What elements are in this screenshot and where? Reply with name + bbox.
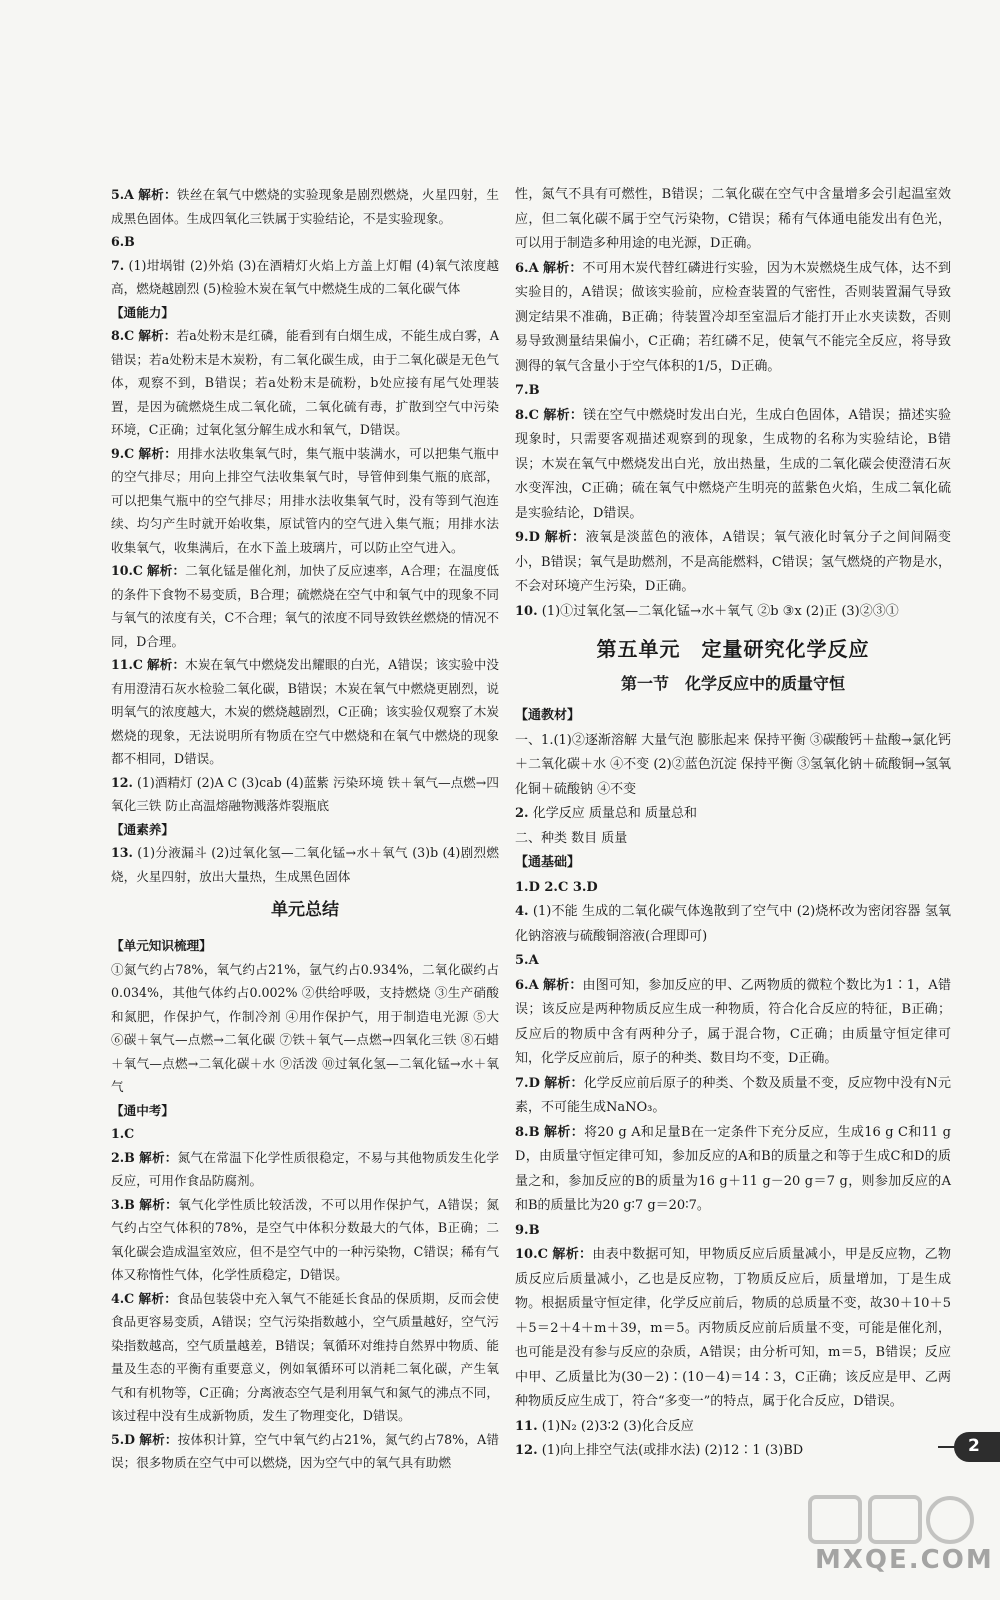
answer-item: [515, 600, 951, 625]
analysis-label: 解析：: [544, 530, 586, 545]
answer-text: 液氧是淡蓝色的液体，A错误；氧气液化时氧分子之间间隔变小，B错误；氧气是助燃剂，不是高能燃料，C错误；氢气燃烧的产物是水，不会对环境产生污染，D正确。: [515, 530, 951, 594]
answer-text: 二、种类 数目 质量: [515, 830, 628, 846]
analysis-label: 解析：: [544, 1124, 585, 1140]
answer-number: 7.: [111, 257, 125, 273]
answer-text: (1)酒精灯 (2)A C (3)cab (4)蓝紫 污染环境 铁＋氧气—点燃→四氧化三铁 防止高温熔融物溅落炸裂瓶底: [111, 774, 499, 813]
summary-heading: 单元总结: [271, 900, 339, 920]
analysis-label: 解析：: [138, 187, 177, 202]
answer-text: (1)分液漏斗 (2)过氧化氢—二氧化锰→水＋氧气 (3)b (4)剧烈燃烧，火星四射，放出大量热，生成黑色固体: [111, 845, 499, 884]
analysis-label: 解析：: [139, 1196, 179, 1212]
answer-number: 5.A: [515, 953, 539, 968]
answer-item: [515, 183, 951, 257]
answer-text: 镁在空气中燃烧时发出白光，生成白色固体，A错误；描述实验现象时，只需要客观描述观察到的现象，生成物的名称为实验结论，B错误；木炭在氧气中燃烧发出白光，放出热量，生成的二氧化碳会使澄清石灰水变浑浊，C正确；硫在氧气中燃烧产生明亮的蓝紫色火焰，生成二氧化硫是实验结论，D错误。: [515, 407, 951, 521]
answer-item: [111, 324, 499, 442]
answer-number: 2.B: [111, 1149, 135, 1165]
watermark-logo-icon: [800, 1492, 990, 1592]
answer-item: [515, 900, 951, 949]
answer-text: 将20 g A和足量B在一定条件下充分反应，生成16 g C和11 g D，由质量守恒定律可知，参加反应的A和B的质量之和等于生成C和D的质量之和，参加反应的B的质量为16 g＋11 g－20 g＝7 g，则参加反应的A和B的质量比为20 g∶7 g＝20∶7。: [515, 1124, 951, 1213]
answer-text: (1)N₂ (2)3∶2 (3)化合反应: [541, 1418, 694, 1434]
answer-item: [111, 230, 499, 254]
section-label: 【单元知识梳理】: [111, 938, 212, 953]
answer-text: 化学反应 质量总和 质量总和: [532, 806, 697, 821]
answer-number: 1.D 2.C 3.D: [515, 879, 598, 895]
page-number: 2: [968, 1436, 980, 1456]
answer-number: 13.: [111, 845, 133, 860]
answer-number: 8.C: [111, 328, 135, 343]
answer-item: [111, 1193, 499, 1287]
answer-number: 9.D: [515, 530, 540, 545]
answer-number: 6.A: [515, 260, 539, 276]
answer-item: [111, 559, 499, 653]
answer-text: (1)向上排空气法(或排水法) (2)12∶1 (3)BD: [541, 1443, 804, 1458]
analysis-label: 解析：: [139, 1149, 178, 1165]
answer-number: 10.C: [515, 1247, 548, 1262]
analysis-label: 解析：: [543, 407, 584, 423]
unit-heading: 第五单元 定量研究化学反应: [596, 637, 870, 661]
analysis-label: 解析：: [138, 445, 178, 461]
answer-number: 5.D: [111, 1431, 136, 1447]
answer-text: 由表中数据可知，甲物质反应后质量减小，甲是反应物，乙物质反应后质量减小，乙也是反应物，丁物质反应后，质量增加，丁是生成物。根据质量守恒定律，化学反应前后，物质的总质量不变，故30＋10＋5＋5＝2＋4＋m＋39，m＝5。丙物质反应前后质量不变，可能是催化剂，也可能是没有参与反应的杂质，A错误；由分析可知，m＝5，B错误；反应中甲、乙质量比为(30－2)∶(10－4)＝14∶3，C正确；该反应是甲、乙两种物质反应生成丁，符合“多变一”的特点，属于化合反应，D错误。: [515, 1247, 951, 1409]
answer-item: [111, 771, 499, 818]
answer-number: 9.B: [515, 1222, 540, 1238]
answer-text: (1)坩埚钳 (2)外焰 (3)在酒精灯火焰上方盖上灯帽 (4)氧气浓度越高，燃烧越剧烈 (5)检验木炭在氧气中燃烧生成的二氧化碳气体: [111, 257, 499, 296]
answer-number: 5.A: [111, 187, 134, 202]
answer-item: [515, 1439, 951, 1464]
answer-number: 11.C: [111, 657, 143, 672]
answer-item: [515, 876, 951, 901]
answer-text: 木炭在氧气中燃烧发出耀眼的白光，A错误；该实验中没有用澄清石灰水检验二氧化碳，B错误；木炭在氧气中燃烧更剧烈，说明氧气的浓度越大，木炭的燃烧越剧烈，C正确；该实验仅观察了木炭燃烧的现象，无法说明所有物质在空气中燃烧和在氧气中燃烧的现象都不相同，D错误。: [111, 657, 499, 766]
answer-item: [515, 802, 951, 827]
answer-text: 氧气化学性质比较活泼，不可以用作保护气，A错误；氮气约占空气体积的78%，是空气中体积分数最大的气体，B正确；二氧化碳会造成温室效应，但不是空气中的一种污染物，C错误；稀有气体又称惰性气体，化学性质稳定，D错误。: [111, 1196, 499, 1282]
answer-item: [515, 379, 951, 404]
answer-item: [515, 1121, 951, 1219]
analysis-label: 解析：: [138, 328, 177, 343]
analysis-label: 解析：: [139, 1431, 178, 1447]
answer-item: [515, 1415, 951, 1440]
watermark-text: MXQE.COM: [815, 1545, 994, 1575]
answer-number: 10.: [515, 603, 538, 619]
answer-text: 化学反应前后原子的种类、个数及质量不变，反应物中没有N元素，不可能生成NaNO₃。: [515, 1075, 951, 1115]
left-column: [111, 183, 499, 1475]
answer-item: [515, 1219, 951, 1244]
answer-number: 6.A: [515, 977, 539, 993]
answer-text: 二氧化锰是催化剂，加快了反应速率，A合理；在温度低的条件下食物不易变质，B合理；硫燃烧在空气中和氧气中的现象不同与氧气的浓度有关，C不合理；氧气的浓度不同导致铁丝燃烧的情况不同，D合理。: [111, 563, 499, 649]
answer-item: [515, 827, 951, 852]
answer-item: [515, 729, 951, 803]
answer-item: [111, 442, 499, 560]
answer-number: 4.: [515, 904, 529, 919]
answer-item: [515, 404, 951, 527]
answer-number: 12.: [515, 1443, 538, 1458]
answer-number: 3.B: [111, 1196, 135, 1212]
answer-text: 铁丝在氧气中燃烧的实验现象是剧烈燃烧，火星四射，生成黑色固体。生成四氧化三铁属于实验结论，不是实验现象。: [111, 187, 499, 226]
answer-item: [111, 653, 499, 771]
answer-text: 不可用木炭代替红磷进行实验，因为木炭燃烧生成气体，达不到实验目的，A错误；做该实验前，应检查装置的气密性，否则装置漏气导致测定结果不准确，B正确；待装置冷却至室温后才能打开止水夹读数，否则易导致测量结果偏小，C正确；若红磷不足，使氧气不能完全反应，将导致测得的氧气含量小于空气体积的1/5，D正确。: [515, 260, 951, 374]
section-label: 【通教材】: [515, 708, 581, 723]
answer-item: [111, 841, 499, 888]
answer-number: 7.D: [515, 1075, 540, 1091]
answer-number: 8.B: [515, 1124, 540, 1140]
analysis-label: 解析：: [147, 657, 186, 672]
section-label: 【通素养】: [111, 821, 174, 837]
answer-number: 9.C: [111, 445, 135, 461]
answer-item: [515, 257, 951, 380]
answer-text: 氮气在常温下化学性质很稳定，不易与其他物质发生化学反应，可用作食品防腐剂。: [111, 1149, 499, 1188]
answer-text: 按体积计算，空气中氧气约占21%，氮气约占78%，A错误；很多物质在空气中可以燃烧，因为空气中的氧气具有助燃: [111, 1431, 500, 1470]
answer-item: [515, 526, 951, 600]
answer-item: [515, 1072, 951, 1121]
answer-item: [111, 254, 499, 301]
answer-number: 12.: [111, 774, 133, 790]
section-label: 【通能力】: [111, 304, 174, 320]
section-label: 【通中考】: [111, 1102, 174, 1118]
answer-item: [111, 1287, 499, 1428]
analysis-label: 解析：: [544, 1075, 584, 1091]
right-column: [515, 183, 951, 1464]
section-label: 【通基础】: [515, 855, 581, 870]
answer-text: 若a处粉末是红磷，能看到有白烟生成，不能生成白雾，A错误；若a处粉末是木炭粉，有二氧化碳生成，由于二氧化碳是无色气体，观察不到，B错误；若a处粉末是硫粉，b处应接有尾气处理装置，是因为硫燃烧生成二氧化硫，二氧化硫有毒，扩散到空气中污染环境，C正确；过氧化氢分解生成水和氧气，D错误。: [111, 328, 499, 437]
answer-text: (1)①过氧化氢—二氧化锰→水＋氧气 ②b ③x (2)正 (3)②③①: [541, 603, 899, 619]
answer-text: 性，氮气不具有可燃性，B错误；二氧化碳在空气中含量增多会引起温室效应，但二氧化碳不属于空气污染物，C错误；稀有气体通电能发出有色光，可以用于制造多种用途的电光源，D正确。: [515, 187, 951, 251]
answer-text: 食品包装袋中充入氧气不能延长食品的保质期，反而会使食品更容易变质，A错误；空气污染指数越小，空气质量越好，空气污染指数越高，空气质量越差，B错误；氧循环对维持自然界中物质、能量及生态的平衡有重要意义，例如氧循环可以消耗二氧化碳，产生氧气和有机物等，C正确；分离液态空气是利用氧气和氮气的沸点不同，该过程中没有生成新物质，发生了物理变化，D错误。: [111, 1290, 500, 1423]
answer-number: 6.B: [111, 234, 135, 249]
analysis-label: 解析：: [542, 977, 583, 993]
analysis-label: 解析：: [552, 1247, 593, 1262]
answer-number: 8.C: [515, 407, 539, 423]
answer-text: (1)不能 生成的二氧化碳气体逸散到了空气中 (2)烧杯改为密闭容器 氢氧化钠溶液与硫酸铜溶液(合理即可): [515, 904, 951, 944]
answer-item: [111, 1122, 499, 1146]
answer-text: ①氮气约占78%，氧气约占21%，氩气约占0.934%，二氧化碳约占0.034%，其他气体约占0.002% ②供给呼吸，支持燃烧 ③生产硝酸和氮肥，作保护气，作制冷剂 ④用作保护气，用于制造电光源 ⑤大 ⑥碳＋氧气—点燃→二氧化碳 ⑦铁＋氧气—点燃→四氧化三铁 ⑧石蜡＋氧气—点燃→二氧化碳＋水 ⑨活泼 ⑩过氧化氢—二氧化锰→水＋氧气: [111, 961, 499, 1094]
answer-number: 11.: [515, 1418, 538, 1434]
answer-item: [111, 1428, 499, 1475]
answer-item: [111, 1146, 499, 1193]
answer-item: [111, 183, 499, 230]
answer-number: 10.C: [111, 563, 143, 578]
answer-item: [515, 974, 951, 1072]
answer-item: [515, 949, 951, 974]
analysis-label: 解析：: [138, 1290, 178, 1306]
answer-number: 7.B: [515, 383, 540, 398]
answer-text: 一、1.(1)②逐渐溶解 大量气泡 膨胀起来 保持平衡 ③碳酸钙＋盐酸→氯化钙＋二氧化碳＋水 ④不变 (2)②蓝色沉淀 保持平衡 ③氢氧化钠＋硫酸铜→氢氧化铜＋硫酸钠 ④不变: [515, 732, 951, 797]
answer-number: 1.C: [111, 1126, 135, 1141]
answer-item: [111, 958, 499, 1099]
answer-text: 由图可知，参加反应的甲、乙两物质的微粒个数比为1∶1，A错误；该反应是两种物质反应生成一种物质，符合化合反应的特征，B正确；反应后的物质中含有两种分子，属于混合物，C正确；由质量守恒定律可知，化学反应前后，原子的种类、数目均不变，D正确。: [515, 977, 951, 1066]
analysis-label: 解析：: [147, 563, 186, 578]
analysis-label: 解析：: [542, 260, 583, 276]
answer-text: 用排水法收集氧气时，集气瓶中装满水，可以把集气瓶中的空气排尽；用向上排空气法收集氧气时，导管伸到集气瓶的底部，可以把集气瓶中的空气排尽；用排水法收集氧气时，没有等到气泡连续、均匀产生时就开始收集，原试管内的空气进入集气瓶；用排水法收集氧气，收集满后，在水下盖上玻璃片，可以防止空气进入。: [111, 445, 500, 555]
section-heading: 第一节 化学反应中的质量守恒: [620, 674, 845, 693]
answer-number: 2.: [515, 806, 529, 821]
answer-item: [515, 1243, 951, 1415]
answer-number: 4.C: [111, 1290, 135, 1306]
